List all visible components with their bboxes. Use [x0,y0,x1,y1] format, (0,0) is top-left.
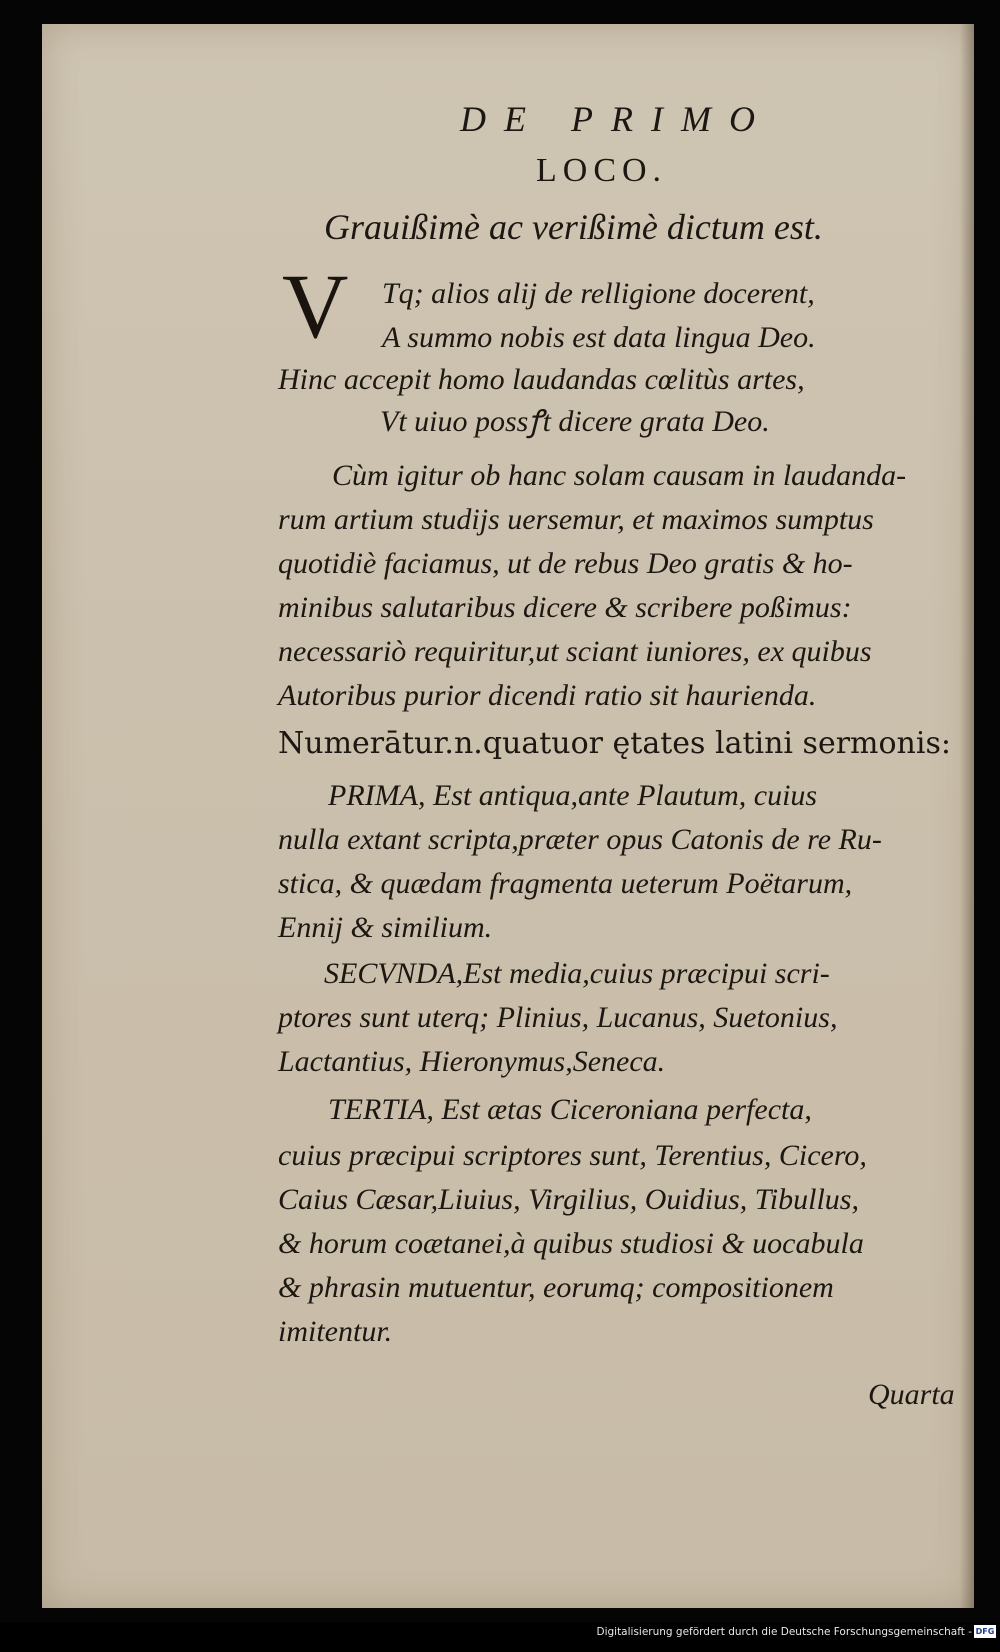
drop-cap: V [282,255,349,357]
paragraph-line: rum artium studijs uersemur, et maximos sumptus [278,503,874,536]
verse-line: A summo nobis est data lingua Deo. [382,321,816,354]
tertia-line: imitentur. [278,1315,393,1348]
paragraph-line: minibus salutaribus dicere & scribere poßimus: [278,591,852,624]
page-edge-shadow [960,24,974,1608]
heading-de-primo: DE PRIMO [460,99,773,139]
tertia-line: cuius præcipui scriptores sunt, Terentius, Cicero, [278,1139,867,1172]
tertia-line: & phrasin mutuentur, eorumq; compositionem [278,1271,834,1304]
digitization-footer [0,1622,1000,1652]
verse-line: Vt uiuo possꝭt dicere grata Deo. [380,405,770,438]
tertia-line: TERTIA, Est ætas Ciceroniana perfecta, [328,1093,812,1126]
secunda-line: ptores sunt uterq; Plinius, Lucanus, Suetonius, [278,1001,838,1034]
paragraph-line: Cùm igitur ob hanc solam causam in laudanda- [332,459,907,492]
paragraph-line: necessariò requiritur,ut sciant iuniores, ex quibus [278,635,872,668]
prima-line: PRIMA, Est antiqua,ante Plautum, cuius [328,779,818,812]
secunda-line: SECVNDA,Est media,cuius præcipui scri- [324,957,830,990]
paragraph-line: quotidiè faciamus, ut de rebus Deo gratis & ho- [278,547,853,580]
secunda-line: Lactantius, Hieronymus,Seneca. [278,1045,666,1078]
verse-line: Tq; alios alij de relligione docerent, [382,277,815,310]
dfg-logo: DFG [975,1627,995,1636]
verse-line: Hinc accepit homo laudandas cœlitùs artes, [278,363,805,396]
prima-line: stica, & quædam fragmenta ueterum Poëtarum, [278,867,853,900]
tertia-line: Caius Cæsar,Liuius, Virgilius, Ouidius, Tibullus, [278,1183,859,1216]
book-page [42,24,974,1608]
prima-line: Ennij & similium. [278,911,493,944]
prima-line: nulla extant scripta,præter opus Catonis de re Ru- [278,823,882,856]
heading-motto: Grauißimè ac verißimè dictum est. [324,207,823,247]
paragraph-line: Autoribus purior dicendi ratio sit haurienda. [278,679,817,712]
tertia-line: & horum coætanei,à quibus studiosi & uocabula [278,1227,864,1260]
footer-text: Digitalisierung gefördert durch die Deutsche Forschungsgemeinschaft - [596,1626,972,1638]
catchword: Quarta [868,1378,955,1411]
heading-loco: LOCO. [536,152,668,189]
numeratur-line: Numerātur.n.quatuor ętates latini sermonis: [278,726,951,761]
